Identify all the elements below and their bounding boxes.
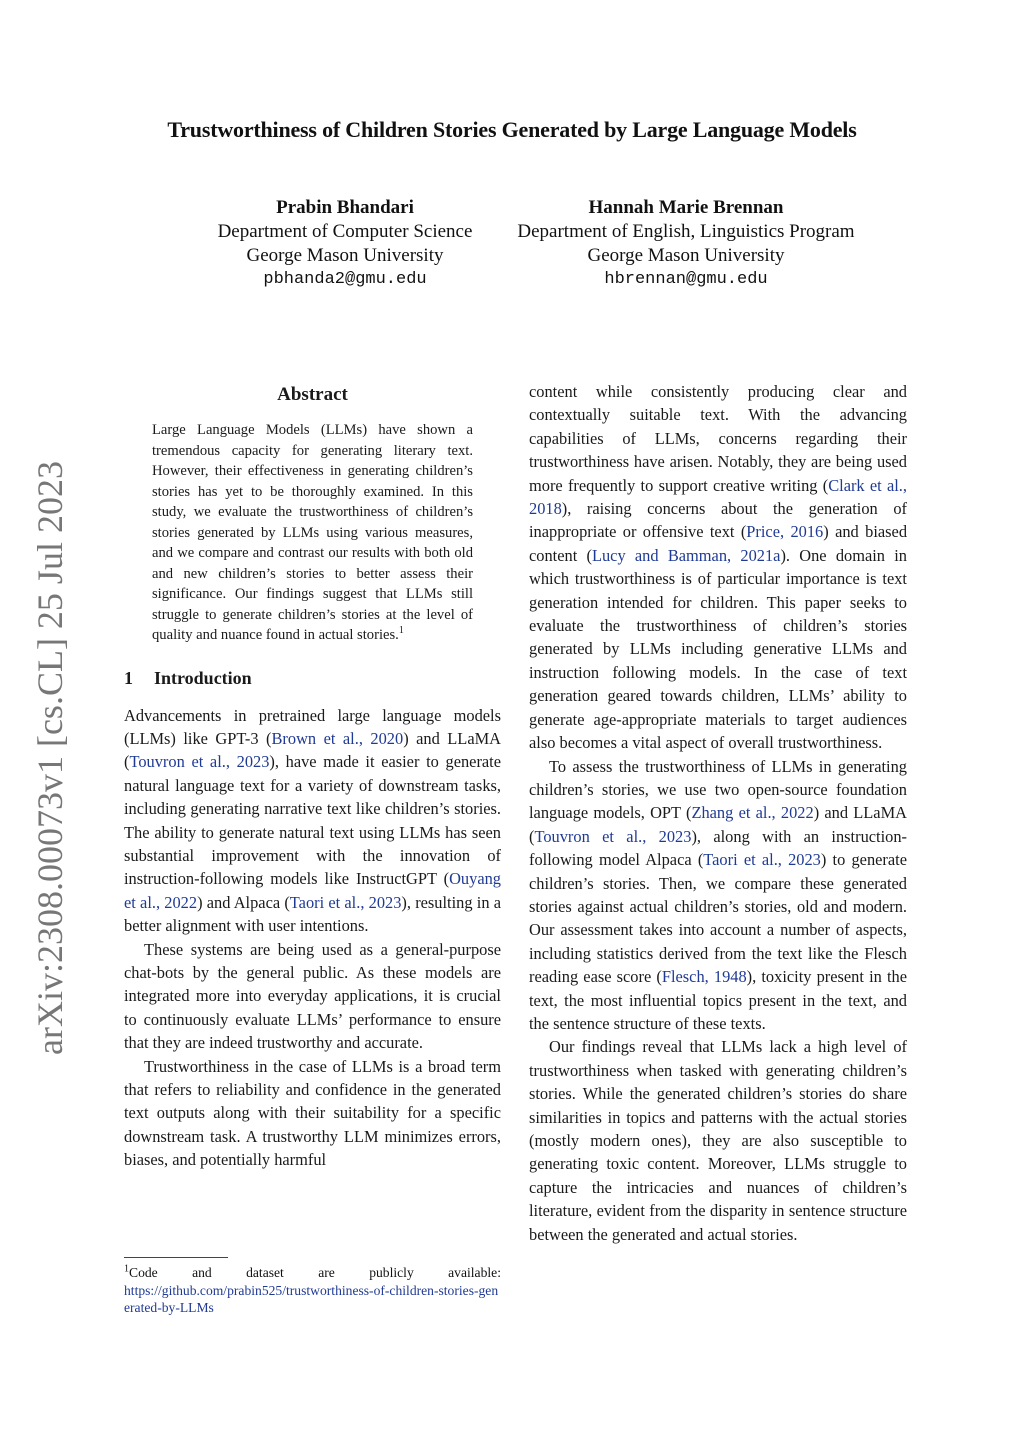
- author-email[interactable]: pbhanda2@gmu.edu: [263, 270, 427, 289]
- author-affiliation: Department of English, Linguistics Program: [517, 221, 855, 242]
- citation-link[interactable]: Lucy and Bamman, 2021a: [591, 545, 781, 565]
- paper-title: Trustworthiness of Children Stories Generated by Large Language Models: [167, 117, 857, 142]
- author-institution: George Mason University: [587, 245, 785, 266]
- footnote: $^1$Code and dataset are publicly available: https://github.com/prabin525/trustworthiness-of-children-stories-generated-by-LLMs: [124, 1263, 501, 1315]
- right-column: [529, 380, 907, 1246]
- author-block-1: [195, 196, 495, 292]
- citation-link[interactable]: Taori et al., 2023: [289, 892, 402, 912]
- author-block-2: [496, 196, 876, 292]
- citation-link[interactable]: Clark et al., 2018: [529, 475, 907, 519]
- citation-link[interactable]: Ouyang et al., 2022: [124, 869, 501, 912]
- arxiv-sidebar-stamp: arXiv:2308.00073v1 [cs.CL] 25 Jul 2023: [30, 461, 70, 1055]
- intro-paragraph-3: Trustworthiness in the case of LLMs is a broad term that refers to reliability and confidence in the generated text outputs along with their suitability for a specific downstream task. A trustworthy LLM minimizes errors, biases, and potentially harmful: [124, 1056, 501, 1170]
- footnote-marker[interactable]: 1: [398, 625, 404, 637]
- intro-paragraph-4: To assess the trustworthiness of LLMs in generating children’s stories, we use two open-source foundation language models, OPT (Zhang et al., 2022) and LLaMA (Touvron et al., 2023), along with an instruction-following model Alpaca (Taori et al., 2023) to generate children’s stories. Then, we compare these generated stories against actual children’s stories, old and modern. Our assessment takes into account a number of aspects, including statistics derived from the text like the Flesch reading ease score (Flesch, 1948), toxicity present in the text, the most influential topics present in the text, and the sentence structure of these texts.: [529, 756, 907, 1033]
- section-heading-introduction: 1 Introduction: [124, 667, 252, 688]
- intro-paragraph-5: Our findings reveal that LLMs lack a high level of trustworthiness when tasked with generating children’s stories. While the generated children’s stories do share similarities in topics and patterns with the actual stories (mostly modern ones), they are also susceptible to generating toxic content. Moreover, LLMs struggle to capture the intricacies and nuances of children’s literature, evident from the disparity in sentence structure between the generated and actual stories.: [529, 1037, 907, 1244]
- footnote-url-link[interactable]: https://github.com/prabin525/trustworthiness-of-children-stories-generated-by-LLMs: [124, 1282, 499, 1315]
- left-column: [124, 380, 501, 1172]
- citation-link[interactable]: Touvron et al., 2023: [534, 826, 692, 846]
- citation-link[interactable]: Brown et al., 2020: [271, 728, 404, 748]
- citation-link[interactable]: Price, 2016: [746, 522, 824, 542]
- citation-link[interactable]: Flesch, 1948: [661, 967, 747, 987]
- citation-link[interactable]: Zhang et al., 2022: [691, 803, 814, 823]
- footnote-divider: [124, 1257, 228, 1258]
- intro-paragraph-1: Advancements in pretrained large language models (LLMs) like GPT-3 (Brown et al., 2020) and LLaMA (Touvron et al., 2023), have made it easier to generate natural language text for a variety of downstream tasks, including generating narrative text like children’s stories. The ability to generate natural text using LLMs has seen substantial improvement with the innovation of instruction-following models like InstructGPT (Ouyang et al., 2022) and Alpaca (Taori et al., 2023), resulting in a better alignment with user intentions.: [124, 705, 502, 936]
- intro-paragraph-3-continued: content while consistently producing clear and contextually suitable text. With the advancing capabilities of LLMs, concerns regarding their trustworthiness have arisen. Notably, they are being used more frequently to support creative writing (Clark et al., 2018), raising concerns about the generation of inappropriate or offensive text (Price, 2016) and biased content (Lucy and Bamman, 2021a). One domain in which trustworthiness is of particular importance is text generation intended for children. This paper seeks to evaluate the trustworthiness of children’s stories generated by LLMs including generative LLMs and instruction following models. In the case of text generation geared towards children, LLMs’ ability to generate age-appropriate materials to target audiences also becomes a vital aspect of overall trustworthiness.: [529, 382, 908, 753]
- author-affiliation: Department of Computer Science: [217, 221, 473, 242]
- footnote-number: 1: [124, 1263, 129, 1275]
- author-email[interactable]: hbrennan@gmu.edu: [604, 270, 768, 289]
- citation-link[interactable]: Taori et al., 2023: [703, 850, 821, 870]
- author-name: Hannah Marie Brennan: [588, 197, 784, 218]
- abstract-heading: Abstract: [277, 384, 348, 405]
- intro-paragraph-2: These systems are being used as a general-purpose chat-bots by the general public. As these models are integrated more into everyday applications, it is crucial to continuously evaluate LLMs’ performance to ensure that they are indeed trustworthy and accurate.: [124, 939, 501, 1053]
- abstract-text: Large Language Models (LLMs) have shown a tremendous capacity for generating literary text. However, their effectiveness in generating children’s stories has yet to be thoroughly examined. In this study, we evaluate the trustworthiness of children’s stories generated by LLMs using various measures, and we compare and contrast our results with both old and new children’s stories to better assess their significance. Our findings suggest that LLMs still struggle to generate children’s stories at the level of quality and nuance found in actual stories.$^1$: [152, 422, 473, 643]
- citation-link[interactable]: Touvron et al., 2023: [129, 752, 270, 772]
- author-name: Prabin Bhandari: [276, 197, 414, 218]
- author-institution: George Mason University: [246, 245, 444, 266]
